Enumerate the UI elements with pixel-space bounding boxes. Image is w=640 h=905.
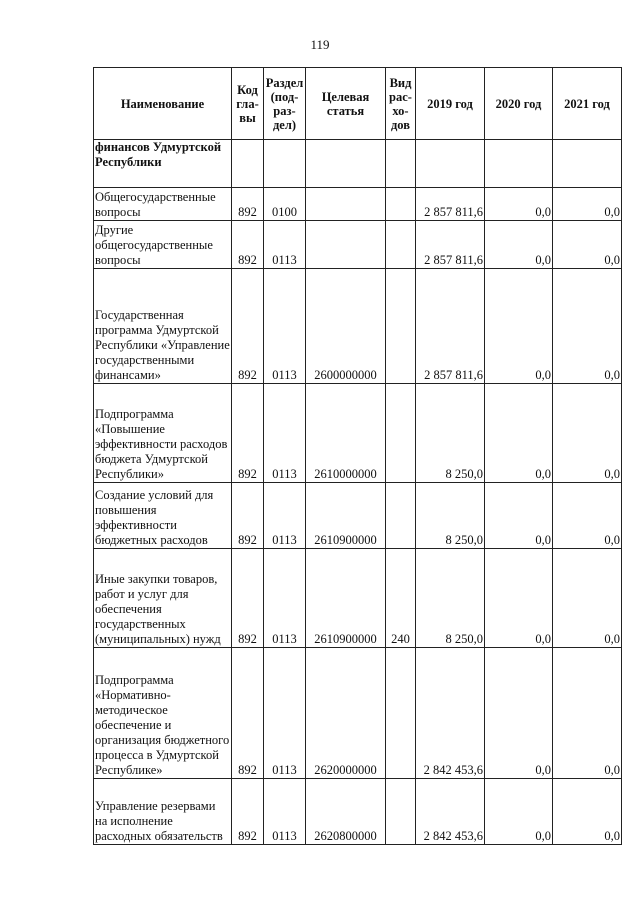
row-2021: 0,0 — [553, 648, 622, 779]
row-name: Государственная программа Удмуртской Республики «Управление государственными финансами» — [94, 269, 232, 384]
row-2021: 0,0 — [553, 549, 622, 648]
row-chapter — [232, 140, 264, 188]
header-type: Вид рас- хо- дов — [386, 68, 416, 140]
row-chapter: 892 — [232, 483, 264, 549]
row-section: 0113 — [264, 648, 306, 779]
page-number: 119 — [310, 37, 330, 52]
row-2020: 0,0 — [485, 483, 553, 549]
table-row — [94, 221, 622, 269]
row-target: 2600000000 — [306, 269, 386, 384]
row-name: Общегосударственные вопросы — [94, 188, 232, 221]
row-chapter: 892 — [232, 549, 264, 648]
row-2021: 0,0 — [553, 779, 622, 845]
row-section: 0113 — [264, 269, 306, 384]
row-name: Иные закупки товаров, работ и услуг для обеспечения государственных (муниципальных) нужд — [94, 549, 232, 648]
row-type — [386, 483, 416, 549]
row-2019: 2 857 811,6 — [416, 221, 485, 269]
table-header-row — [94, 68, 622, 140]
row-name: Подпрограмма «Нормативно-методическое обеспечение и организация бюджетного процесса в Удмуртской Республике» — [94, 648, 232, 779]
row-target — [306, 188, 386, 221]
table-row — [94, 549, 622, 648]
header-name: Наименование — [94, 68, 232, 140]
row-name: финансов Удмуртской Республики — [94, 140, 232, 188]
row-target — [306, 140, 386, 188]
row-2019: 8 250,0 — [416, 483, 485, 549]
row-chapter: 892 — [232, 648, 264, 779]
row-2021: 0,0 — [553, 483, 622, 549]
header-chapter: Код гла- вы — [232, 68, 264, 140]
row-2019: 2 857 811,6 — [416, 188, 485, 221]
header-2021: 2021 год — [553, 68, 622, 140]
row-section: 0113 — [264, 779, 306, 845]
row-chapter: 892 — [232, 384, 264, 483]
row-target: 2620800000 — [306, 779, 386, 845]
row-target: 2610900000 — [306, 549, 386, 648]
header-2020: 2020 год — [485, 68, 553, 140]
row-section: 0113 — [264, 221, 306, 269]
row-section — [264, 140, 306, 188]
table-row — [94, 384, 622, 483]
row-target: 2610900000 — [306, 483, 386, 549]
row-section: 0113 — [264, 549, 306, 648]
row-type — [386, 221, 416, 269]
row-type — [386, 140, 416, 188]
budget-table — [93, 67, 622, 845]
row-2021: 0,0 — [553, 269, 622, 384]
row-2021: 0,0 — [553, 384, 622, 483]
row-type — [386, 384, 416, 483]
row-type — [386, 779, 416, 845]
row-type — [386, 269, 416, 384]
header-target: Целевая статья — [306, 68, 386, 140]
row-2020: 0,0 — [485, 384, 553, 483]
table-row — [94, 269, 622, 384]
row-2019: 2 842 453,6 — [416, 779, 485, 845]
row-2020: 0,0 — [485, 221, 553, 269]
row-2019: 8 250,0 — [416, 549, 485, 648]
row-section: 0113 — [264, 384, 306, 483]
row-2020: 0,0 — [485, 648, 553, 779]
row-2021: 0,0 — [553, 188, 622, 221]
row-chapter: 892 — [232, 779, 264, 845]
row-section: 0100 — [264, 188, 306, 221]
table-row — [94, 140, 622, 188]
row-name: Другие общегосударственные вопросы — [94, 221, 232, 269]
table-row — [94, 188, 622, 221]
row-2019: 2 842 453,6 — [416, 648, 485, 779]
row-target: 2610000000 — [306, 384, 386, 483]
table-row — [94, 648, 622, 779]
row-section: 0113 — [264, 483, 306, 549]
row-chapter: 892 — [232, 188, 264, 221]
row-2020: 0,0 — [485, 549, 553, 648]
row-chapter: 892 — [232, 269, 264, 384]
row-type: 240 — [386, 549, 416, 648]
row-2020 — [485, 140, 553, 188]
row-name: Управление резервами на исполнение расходных обязательств — [94, 779, 232, 845]
header-section: Раздел (под- раз- дел) — [264, 68, 306, 140]
row-chapter: 892 — [232, 221, 264, 269]
row-2021 — [553, 140, 622, 188]
table-row — [94, 483, 622, 549]
row-2019 — [416, 140, 485, 188]
row-2020: 0,0 — [485, 779, 553, 845]
row-type — [386, 648, 416, 779]
row-target: 2620000000 — [306, 648, 386, 779]
row-2020: 0,0 — [485, 269, 553, 384]
row-2019: 2 857 811,6 — [416, 269, 485, 384]
header-2019: 2019 год — [416, 68, 485, 140]
row-name: Подпрограмма «Повышение эффективности расходов бюджета Удмуртской Республики» — [94, 384, 232, 483]
row-2019: 8 250,0 — [416, 384, 485, 483]
row-name: Создание условий для повышения эффективности бюджетных расходов — [94, 483, 232, 549]
row-type — [386, 188, 416, 221]
row-target — [306, 221, 386, 269]
row-2021: 0,0 — [553, 221, 622, 269]
table-row — [94, 779, 622, 845]
row-2020: 0,0 — [485, 188, 553, 221]
